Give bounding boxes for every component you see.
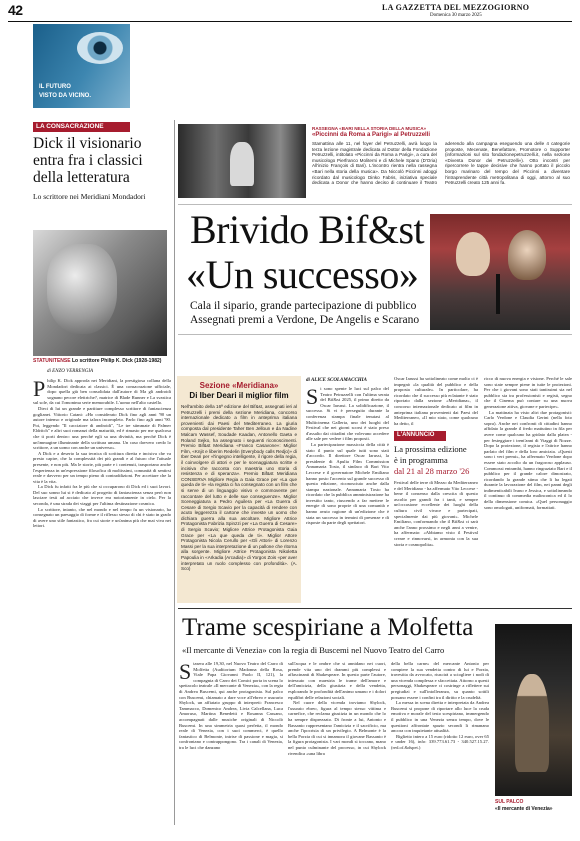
trame-paragraph: tasera alle 19,30, nel Nuovo Teatro del Carro di Molfetta (Auditorium Madonna della Rosa, Viale Papa Giovanni Paolo II, 121), la compagnia di Carro dei Comici porta in scena lo spettacolo teatrale «Il mercante di Venezia», con la regia di Andrea Buscemi, qui anche protagonista. Sul palco con Buscemi, chiamato a dare voce all'ebreo e usurario Shylock, un affiatato gruppo di interpreti: Francesco Tammacco, Domenico Andrea, Livia Calcellana, Luca Amoruso, Martina Benedetti e Rosanna Cassano, accompagnati dalle musiche originali di Niccolò Buscemi. In una simmetria quasi perfetta, il mondo reale di Venezia, con i suoi commerci, è quello fantastico di Belmonte, intrise di passione e magia, si confrontano e contrappongono. Tra i canali di Venezia, tra le luci che danzano bbox=[179, 661, 283, 750]
annuncio-paragraph: Festival delle terre di Mezzo da Mediterraneo e del Meridiano - ha affermato Vito Leccese - bene il consenso dalla crescita di questo ascolto per grandi fra i tanti, e sempre un'occasione eccellente dei luoghi della cultura civil vivace e partecipati, specialmente dai più giovani». Michele Emiliano, conformando che il Bif&st ci sarà anche l'anno prossimo e negli anni a venire, ha affermato: «Abbiamo visto il Festival creare e rinnovarsi, in armonia con la sua storia e cosmopolita». bbox=[394, 480, 478, 547]
gerini-figure bbox=[508, 230, 546, 280]
annuncio-body bbox=[394, 480, 478, 602]
verdone-figure bbox=[456, 232, 490, 276]
dick-kicker: LA CONSACRAZIONE bbox=[33, 122, 130, 132]
trame-paragraph: Nel cuore della vicenda troviamo Shylock, l'usuraio ebreo, figura al tempo stesso vittima e carnefice, che reclama giustizia in un mondo che lo ha sempre disprezzato. Di fronte a lui, Antonio e Bassanio rappresentano l'amicizia e il sacrificio, ma anche l'ipocrisia di un privilegio. A Belmonte è la bella Porzia di cui si innamora il giovane Bassanio è la figura protagonista. I vari mondi si toccano, mano nel punto culminante del processo, in cui Shylock rivendica «una libra bbox=[288, 700, 386, 756]
trame-subtitle: «Il mercante di Venezia» con la regia di Buscemi nel Nuovo Teatro del Carro bbox=[182, 645, 445, 655]
trame-paragraph: della bella carne» del mercante Antonio per compiere la sua vendetta contro di lui e Porzia, travestita da avvocato, riuscirà a sciogliere i nodi di una vicenda complessa e sfaccettata. Attorno a questi personaggi, Shakespeare ci costringe a riflettere sui pregiudizi e sull'intolleranza, su quanto sottili possano essere i confini tra il diritto e la crudeltà. bbox=[391, 661, 489, 700]
dick-dropcap: P bbox=[33, 376, 46, 401]
microphone-icon bbox=[496, 274, 500, 314]
bifest-title-line-2: «Un successo» bbox=[186, 252, 419, 297]
section-rule bbox=[178, 334, 572, 335]
annuncio-title-line-1: La prossima edizione bbox=[394, 444, 467, 454]
ad-line-1: IL FUTURO bbox=[39, 84, 71, 90]
trame-body-column-1 bbox=[179, 661, 283, 826]
verdone-gerini-photo bbox=[430, 214, 570, 330]
section-rule bbox=[178, 204, 572, 205]
bifest-body-column-2 bbox=[394, 376, 478, 426]
section-rule bbox=[178, 608, 572, 609]
dick-paragraph: La Dick fu infatti fra le più che si occuparono di Dick ed i suoi lavori. Del suo sonno lui si è dedicato al progetto di fantascienza senza però non lasciare testi ad acciaio che invece era notoriamente in cielo. Per la seconda, è una strada dei viaggi per l'ultima destinazione cosmica. bbox=[33, 484, 171, 507]
bifest-paragraph: La mattinata ha visto altri due protagonisti: Carlo Verdone e Claudia Gerini (nella foto sopra). Anche nei confronti di cittadini hanno affidato la grande il fredo mattutino in fila per avere come qualcuno ha gridato dalla platea - per festeggiare i trent'anni di Viaggi di Nozze. Dopo la proiezione, il regista e l'attrice hanno parlato del film e della loro amicizia. «Questi sono i veri premi», ha affermato Verdone dopo essere stato accolto da un fragoroso applauso. Commossi entrambi, hanno ringraziato Bari e il pubblico per il grande calore dimostrato, ricordando la grande stima che li ha legati durante la lavorazione del film, nei panni degli indimenticabili Ivano e Jessica, e sottolineando il continuo di commedia malinconica ed il lo della dimensione comica. «Quel personaggio sono omologati, uniformati, formattati. bbox=[484, 409, 572, 510]
mercante-stage-photo bbox=[495, 624, 572, 796]
piccinni-conductor-figure bbox=[230, 142, 254, 186]
trame-body-column-2 bbox=[288, 661, 386, 826]
bifest-paragraph: La partecipazione massiccia della città è stato il punto sul quale tutti sono stati d'accordo. Il direttore Oscar Iarussi, la presidente di Apulia Film Commission Annamaria Tosto, il sindaco di Bari Vito Leccese e il governatore Michele Emiliano hanno posto l'accento sul grande successo di questa edizione, riconosciuto anche dalla stampa nazionale. Annamaria Tosto ha ricordato che la pubblica amministrazione ha investito tanto, riuscendo a far mettere le energie di sono proprie di una comunità e hanno avuto ragione di un'edizione che è stata un successo in termini di presenze e di risposte da parte degli spettatori. bbox=[306, 441, 389, 526]
meridiana-body bbox=[181, 404, 297, 600]
meridiana-box bbox=[177, 376, 301, 603]
column-divider bbox=[174, 120, 175, 825]
annuncio-title-line-2: è in programma bbox=[394, 455, 448, 465]
bifest-subtitle-line-1: Cala il sipario, grande partecipazione di pubblico bbox=[190, 300, 417, 312]
header-date: Domenica 30 marzo 2025 bbox=[430, 13, 482, 18]
ad-banner bbox=[33, 24, 130, 108]
dick-caption-label: STATUNITENSE bbox=[33, 358, 71, 364]
dick-paragraph: A Dick e a deserto la sua tecnica di scrittura diretta e incisiva che va presto capire, che la complessità dei più grandi e al futuro che l'attuale presente, e non più. Ma le storie, più parte e i contenuti, trasportano anche l'esperienza in un'espressione filosofica di moltissimi, comunità di sentirsi reale e davvero per un tempo pieno di contraddizioni. Per accettare che la vita è la vita. bbox=[33, 450, 171, 484]
dick-title: Dick il visionario entra fra i classici della letteratura bbox=[33, 135, 143, 186]
header-rule bbox=[8, 21, 572, 22]
dick-caption-text: Lo scrittore Philip K. Dick (1928-1982) bbox=[71, 358, 162, 364]
rassegna-paragraph: Stamattina alle 11, nel foyer del Petruzzelli, avrà luogo la terza lezione magistrale dedicata al Dottor della Fondazione Petruzzelli, intitolato «Piccinni da Roma a Parigi», a cura del musicologo Pierfranco Moliterni e di Michele Spano (D'Oria) All'inizio François di Bari). L'incontro rientra nella rassegna «Bari nella storia della musica». Da Niccolò Piccinni adoggi ricordato dal musicologo Dinko Fabris, iniziativa speciale dedicata a Donor che hanno deciso di continuare il Teatro aderendo alla campagna eseguendo una delle 4 categorie proposte, Mecenate, Benefattore, Promotore o Supporter (informazioni sul sito fondazionepetruzzelli.it, nella sezione «Diventa Donor dei Petruzzelli»). Otto incontri per ripercorrere le tappe decisive che hanno portato il piccolo borgo marinaro del tempo del Piccinni a diventare l'intraprendente città metropolitana di oggi, attorno al suo Petruzzelli creato 125 anni fa. bbox=[312, 141, 570, 186]
trame-paragraph: Biglietto intero a 15 euro (ridotto 12 euro, over 65 e under 16), info: 339.773.61.73 - 340.527.15.27. (red.of.&dspet.) bbox=[391, 733, 489, 750]
trame-dropcap: S bbox=[179, 659, 192, 684]
annuncio-kicker: L'ANNUNCIO bbox=[394, 431, 446, 441]
dick-paragraph: hilip K. Dick approda nei Meridiani, la prestigiosa collana della Mondadori dedicata ai classici. È una consacrazione ufficiale, dopo quella già ben consolidata dall'autore di Ma gli androidi sognano pecore elettriche?, matrice di Blade Runner e La svastica sul sole, da cui l'omonima serie memorabile. L'uomo nell'alto castello. bbox=[33, 378, 171, 406]
bifest-byline: di ALICE SCOLAMACCHIA bbox=[306, 378, 367, 383]
dick-paragraph: Dieci di lui un grande e partiture complesso scrittore di fantascienza goglianei. Vittorio Catani: «Ho considerato Dick fino agli anni '90 un autore intenso e originale ma talora incompleto. Parlo fino agli anni '90. Poi, leggendo "Il cacciatore di androidi", "Le tre stimmate di Palmer Eldritch" e altri suoi romanzi della maturità, ed è rimasto per me qualcosa che ti porti dentro: una perché egli sa una divinità, ma perché Dick è un'immagine illuminante della scrittura umana. Un caso davvero credo lo scrittore, a un uomo con anche un universo». bbox=[33, 405, 171, 451]
bifest-paragraph: i sono spente le luci sul palco del Teatro Petruzzelli con l'ultima serata del Bif&st 2025, il primo diretto da Oscar Iarussi. La solidificazione, il successo. Si vi è perseguito durante la conferenza stampa finale tenutasi al Multicinema Galleria, uno dei luoghi del Festival che nei giorni scorsi è stato preso d'assalto dai cittadini che volevano accedere alle sale per vedere i film proposti. bbox=[306, 386, 389, 442]
trame-caption-label: SUL PALCO bbox=[495, 799, 524, 805]
meridiana-title: Di Iber Deari il miglior film bbox=[189, 391, 289, 400]
annuncio-title-line-3: dal 21 al 28 marzo '26 bbox=[394, 466, 470, 476]
bifest-paragraph: Oscar Iarussi ha sottolineato come molto ci è impegnò «la qualità del pubblico e della proposta culturale». In particolare, ha ricordato che il successo più eclatante è stato riportato dalla sezione «Meridiana», il concorso internazionale dedicato ai film in anteprima italiana provenienti dai Paesi del Mediterraneo, «Il mio stato, come qualcuno ha detto, il bbox=[394, 376, 478, 426]
ad-line-2: VISTO DA VICINO. bbox=[39, 93, 92, 99]
ad-eye-graphic bbox=[77, 32, 123, 64]
piccinni-orchestra-photo bbox=[178, 124, 306, 198]
dick-portrait-face bbox=[47, 244, 117, 334]
bifest-title-line-1: Brivido Bif&st bbox=[190, 207, 425, 252]
bifest-paragraph: ricco di nuova energia e visione. Perché le sale sono state sempre piene in tutte le proiezioni. Per che i giovani sono stati tantissimi sia nel pubblico sia tra professionisti e registi, segno che il Cinema può contare su una nuova generazione attiva, giovane e partecipe». bbox=[484, 376, 572, 409]
dick-subtitle: Lo scrittore nei Meridiani Mondadori bbox=[33, 192, 146, 201]
dick-paragraph: Lo scrittore, intanto, che nel mondo e nel tempo fu un visionario, ha consegnato un paesaggio di forme e il riflesso stesso di chi è stato in grado di avere uno stile fantastico, fra cui storie e un'anima più che mai viva nei lettori. bbox=[33, 506, 171, 529]
trame-body-column-3 bbox=[391, 661, 489, 826]
bifest-body-column-3 bbox=[484, 376, 572, 602]
trame-title: Trame scespiriane a Molfetta bbox=[182, 614, 474, 641]
rassegna-kicker: RASSEGNA «BARI NELLA STORIA DELLA MUSICA» bbox=[312, 126, 427, 131]
masthead: LA GAZZETTA DEL MEZZOGIORNO bbox=[382, 3, 530, 12]
mercante-actor-figure bbox=[515, 674, 549, 772]
dick-portrait-photo bbox=[33, 230, 167, 356]
rassegna-body bbox=[312, 141, 570, 199]
bifest-body-column-1 bbox=[306, 386, 389, 602]
dick-byline: di ENZO VERRENGIA bbox=[47, 369, 94, 374]
bifest-subtitle-line-2: Assegnati premi a Verdone, De Angelis e Scarano bbox=[190, 314, 420, 326]
trame-paragraph: La messa in scena diretta e interpretata da Andrea Buscemi si propone di riportare allo luce la cruda emotiva e morale del testo scespiriano, immergendo il pubblico in una Venezia senza tempo, dove le questioni affrontate spazio secondi li rimanano ancora con inquietante attualità. bbox=[391, 700, 489, 734]
bifest-dropcap: S bbox=[306, 384, 319, 409]
rassegna-title: «Piccinni da Roma a Parigi» al Petruzzelli bbox=[312, 132, 431, 138]
trame-paragraph: sull'acqua e le ombre che si annidano nei cuori, prende vita uno dei drammi più complessi e affascinanti di Shakespeare. In questo parte l'autore, intessuto con maestria le trame dell'amore e dell'amicizia, della giustizia e della vendetta, esplorando le profondità dell'animo umano e i dolori equilibri delle relazioni sociali. bbox=[288, 661, 386, 700]
meridiana-kicker: Sezione «Meridiana» bbox=[199, 381, 279, 390]
trame-caption: «Il mercante di Venezia» bbox=[495, 806, 553, 812]
dick-body bbox=[33, 378, 171, 823]
dick-caption bbox=[33, 358, 173, 364]
meridiana-paragraph: Nell'ambito della 16ª edizione del Bif&st, assegnati ieri al Petruzzelli i premi della sezione Meridiana, concorso internazionale dedicato a film in anteprima italiana provenienti dai Paesi del Mediterraneo. La giuria composta dal presidente Taher Ben Jelloun e da Nadine Malcam Wassef, Soudade Kaadan, Antonello Gaeta e Roland Sejko, ha assegnato i seguenti riconoscimenti. Premio Bif&st Meridiana «Franco Casavone»: Miglior Film, «Knjit e liberim Redelin (Everybody calls Redjo)» di Iber Deari per «l'ingegno intelligente, il rigore della regia, il coinvolgere di attori e per le scenaggiatura scritte e incisiva che racconta con maestria uno storia di resistenza e di speranza». Premio Bif&st Meridiana CONSERVA Migliore Regia a Gaia Grace per «La que queda de ti» «la regista ci ha consegnato con un film che si serve di un linguaggio visivo e commovente per raccontare del lutto e delle sue conseguenze». Miglior Sceneggiatura a Pedro Aguilera per «La Guerra di Cesare di Sergio Scavio per la capacità di rendere con acuto leggerezza il cartone che investe un uomo che dichiara guerra alla sua ascoltare. Migliore Attrice Protagonista Fabrizia Spinzzi per «La Guerra di Cesare» di Sergio Scavio; Migliore Attrice Protagonista Gaia Grace per «La que queda de ti». Miglior Attore Protagonista Nicola Cerullo per «Gli Attori» di Lorenzo Massi per la sua interpretazione di un pallone che ritorna alla sorgente. Migliore Attrice Protagonista Nikoletta Papoulia in «Arkadia (Arcadia)» di Yorgos Zois «per aver interpretato un ruolo complesso con profondità». (A. Sco) bbox=[181, 404, 297, 572]
page-number: 42 bbox=[8, 2, 23, 18]
